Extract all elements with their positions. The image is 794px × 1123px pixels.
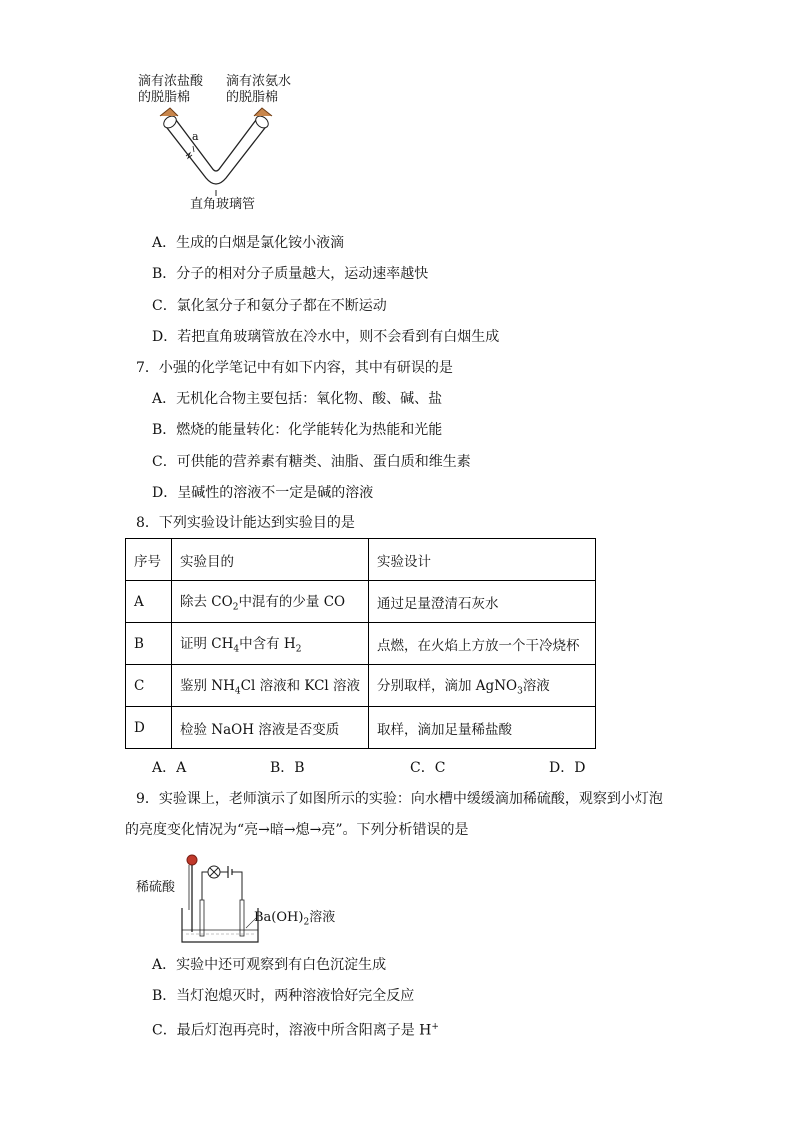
fig1-mark-a: a [192,130,199,143]
row-goal: 证明 $CH_4$中含有 $H_2$ [172,623,369,665]
v-tube-diagram [150,106,290,196]
header-design: 实验设计 [369,539,596,581]
row-design: 分别取样，滴加 AgNO$_3$溶液 [369,665,596,707]
row-id: D [126,707,172,749]
q9-option-a: A．实验中还可观察到有白色沉淀生成 [152,957,387,973]
q8-option-b: B．B [270,760,305,776]
q7-option-d: D．呈碱性的溶液不一定是碱的溶液 [152,485,374,501]
row-goal: 鉴别 $NH_4Cl$ 溶液和 KCl 溶液 [172,665,369,707]
row-design: 通过足量澄清石灰水 [369,581,596,623]
fig1-label-left-1: 滴有浓盐酸 [138,74,204,89]
q9-stem-line2: 的亮度变化情况为“亮→暗→熄→亮”。下列分析错误的是 [125,822,469,838]
q6-option-d: D．若把直角玻璃管放在冷水中，则不会看到有白烟生成 [152,329,500,345]
row-id: A [126,581,172,623]
table-row [126,707,596,749]
q6-option-a: A．生成的白烟是氯化铵小液滴 [152,235,345,251]
row-goal: 检验 NaOH 溶液是否变质 [172,707,369,749]
water-tank [182,908,258,942]
fig2-label-solution: $Ba(OH)_2$溶液 [254,910,336,928]
circuit-diagram [180,850,270,945]
q6-option-b: B．分子的相对分子质量越大，运动速率越快 [152,266,429,282]
q9-stem-line1: 9．实验课上，老师演示了如图所示的实验：向水槽中缓缓滴加稀硫酸，观察到小灯泡 [136,791,663,807]
table-row [126,581,596,623]
fig2-label-acid: 稀硫酸 [136,880,176,895]
table-row [126,665,596,707]
q8-option-a: A．A [152,760,187,776]
fig1-label-left-2: 的脱脂棉 [138,90,191,105]
fig1-label-right-1: 滴有浓氨水 [226,74,292,89]
q8-option-d: D．D [549,760,586,776]
table-row [126,623,596,665]
cotton-plug-left [160,108,179,130]
header-id: 序号 [126,539,172,581]
table-header-row [126,539,596,581]
q9-option-b: B．当灯泡熄灭时，两种溶液恰好完全反应 [152,988,415,1004]
row-goal: 除去 $CO_2$中混有的少量 CO [172,581,369,623]
q8-option-c: C．C [410,760,446,776]
q6-option-c: C．氯化氢分子和氨分子都在不断运动 [152,298,387,314]
q9-option-c: C．最后灯泡再亮时，溶液中所含阳离子是 H+ [152,1022,439,1039]
row-id: C [126,665,172,707]
cotton-plug-right [253,108,272,130]
q7-option-a: A．无机化合物主要包括：氧化物、酸、碱、盐 [152,391,443,407]
row-design: 点燃，在火焰上方放一个干冷烧杯 [369,623,596,665]
row-id: B [126,623,172,665]
q8-table [125,538,596,749]
header-goal: 实验目的 [172,539,369,581]
row-design: 取样，滴加足量稀盐酸 [369,707,596,749]
q8-stem: 8．下列实验设计能达到实验目的是 [136,515,355,531]
q7-stem: 7．小强的化学笔记中有如下内容，其中有研误的是 [136,360,453,376]
q7-option-c: C．可供能的营养素有糖类、油脂、蛋白质和维生素 [152,454,471,470]
fig1-label-right-2: 的脱脂棉 [226,90,279,105]
fig1-label-bottom: 直角玻璃管 [190,197,256,212]
dropper-bulb-icon [187,855,197,865]
q7-option-b: B．燃烧的能量转化：化学能转化为热能和光能 [152,422,443,438]
